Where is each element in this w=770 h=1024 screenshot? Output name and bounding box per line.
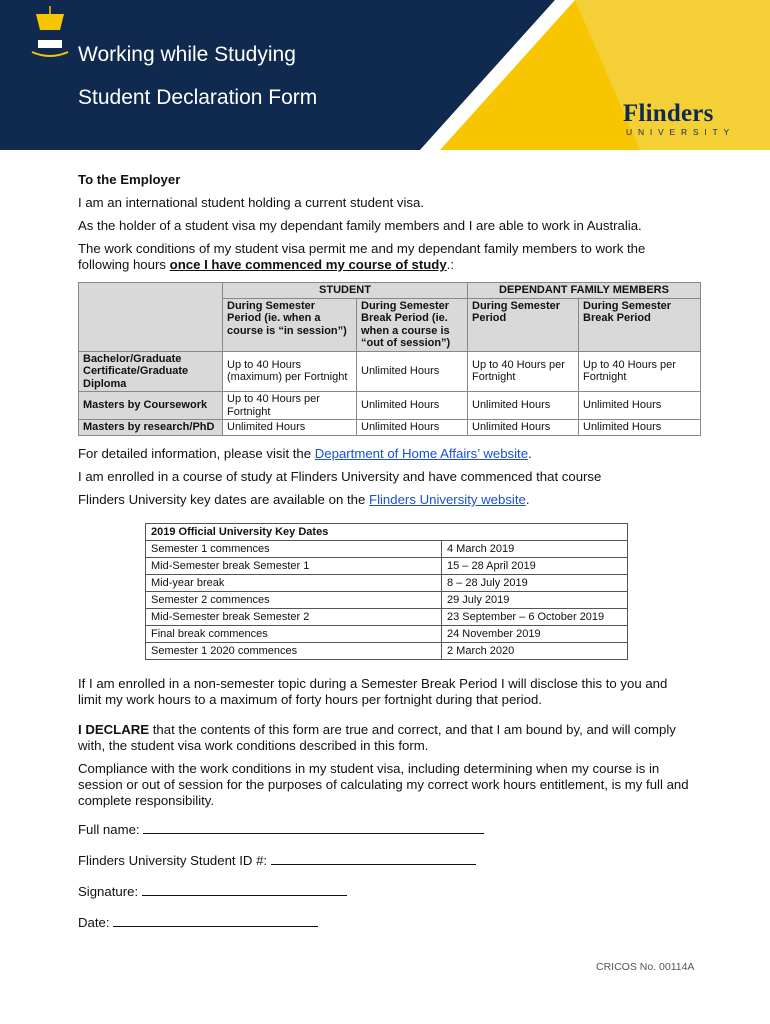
date-label: Date:	[78, 915, 110, 930]
logo-subtitle: UNIVERSITY	[626, 127, 736, 137]
col-header-dep-semester: During Semester Period	[468, 298, 579, 351]
table-row	[146, 558, 628, 575]
date-cell: 8 – 28 July 2019	[442, 575, 628, 592]
declare-text: that the contents of this form are true and correct, and that I am bound by, and will comply with, the student visa work conditions described in this form.	[78, 722, 676, 753]
event-cell: Semester 2 commences	[146, 592, 442, 609]
details-end: .	[528, 446, 532, 461]
date-field[interactable]	[113, 914, 318, 927]
table-cell: Unlimited Hours	[468, 392, 579, 420]
info-section	[78, 446, 693, 515]
paragraph-compliance: Compliance with the work conditions in my student visa, including determining when my course is in session or out of session for the purposes of calculating my correct work hours entitlement, is my full and complete responsibility.	[78, 761, 689, 808]
table-row	[146, 609, 628, 626]
table-cell: Up to 40 Hours per Fortnight	[468, 351, 579, 392]
paragraph-enrolled: I am enrolled in a course of study at Flinders University and have commenced that course	[78, 469, 602, 484]
full-name-label: Full name:	[78, 822, 140, 837]
date-cell: 24 November 2019	[442, 626, 628, 643]
paragraph-declare	[78, 722, 693, 754]
table-cell: Unlimited Hours	[579, 420, 701, 436]
table-title-row	[146, 524, 628, 541]
student-id-label: Flinders University Student ID #:	[78, 853, 268, 868]
event-cell: Semester 1 2020 commences	[146, 643, 442, 660]
keydates-end: .	[525, 492, 530, 507]
signature-row	[78, 883, 347, 899]
logo-wordmark: Flinders	[623, 100, 714, 127]
intro-section	[78, 172, 690, 280]
signature-field[interactable]	[142, 883, 347, 896]
conditions-end: .:	[446, 257, 454, 272]
table-row	[79, 392, 701, 420]
table-group-row	[79, 283, 701, 299]
date-cell: 29 July 2019	[442, 592, 628, 609]
row-label: Bachelor/Graduate Certificate/Graduate Diploma	[79, 351, 223, 392]
table-row	[146, 626, 628, 643]
table-cell: Up to 40 Hours per Fortnight	[579, 351, 701, 392]
col-header-dep-break: During Semester Break Period	[579, 298, 701, 351]
paragraph-holder: As the holder of a student visa my dependant family members and I are able to work in Australia.	[78, 218, 642, 233]
table-cell: Unlimited Hours	[223, 420, 357, 436]
table-cell: Unlimited Hours	[357, 351, 468, 392]
group-dependant: DEPENDANT FAMILY MEMBERS	[468, 283, 701, 299]
date-cell: 2 March 2020	[442, 643, 628, 660]
table-cell: Unlimited Hours	[579, 392, 701, 420]
table-row	[146, 643, 628, 660]
row-label: Masters by research/PhD	[79, 420, 223, 436]
col-header-break: During Semester Break Period (ie. when a course is “out of session”)	[357, 298, 468, 351]
conditions-emphasis: once I have commenced my course of study	[169, 257, 447, 272]
declaration-section	[78, 676, 693, 816]
form-subtitle: Student Declaration Form	[78, 86, 318, 109]
group-student: STUDENT	[223, 283, 468, 299]
table-cell: Unlimited Hours	[357, 392, 468, 420]
full-name-field[interactable]	[143, 821, 484, 834]
flinders-crest-icon	[0, 0, 100, 115]
row-label: Masters by Coursework	[79, 392, 223, 420]
paragraph-non-semester: If I am enrolled in a non-semester topic during a Semester Break Period I will disclose this to you and limit my work hours to a maximum of forty hours per fortnight during that period.	[78, 676, 668, 707]
table-row	[146, 592, 628, 609]
event-cell: Semester 1 commences	[146, 541, 442, 558]
paragraph-visa: I am an international student holding a current student visa.	[78, 195, 425, 210]
event-cell: Mid-Semester break Semester 2	[146, 609, 442, 626]
table-cell: Up to 40 Hours (maximum) per Fortnight	[223, 351, 357, 392]
cricos-number: CRICOS No. 00114A	[596, 961, 695, 973]
paragraph-details	[78, 446, 693, 462]
student-id-field[interactable]	[271, 852, 476, 865]
table-cell: Unlimited Hours	[357, 420, 468, 436]
table-row	[146, 575, 628, 592]
full-name-row	[78, 821, 484, 837]
section-heading: To the Employer	[78, 172, 181, 187]
table-corner	[79, 283, 223, 352]
conditions-text: The work conditions of my student visa permit me and my dependant family members to work the following hours	[78, 241, 646, 272]
header-banner	[0, 0, 770, 150]
date-cell: 23 September – 6 October 2019	[442, 609, 628, 626]
event-cell: Final break commences	[146, 626, 442, 643]
table-row	[79, 351, 701, 392]
home-affairs-link[interactable]: Department of Home Affairs’ website	[314, 446, 529, 461]
declare-label: I DECLARE	[78, 722, 150, 737]
table-row	[79, 420, 701, 436]
table-cell: Unlimited Hours	[468, 420, 579, 436]
date-cell: 4 March 2019	[442, 541, 628, 558]
key-dates-title: 2019 Official University Key Dates	[146, 524, 628, 541]
event-cell: Mid-year break	[146, 575, 442, 592]
date-row	[78, 914, 318, 930]
signature-label: Signature:	[78, 884, 139, 899]
student-id-row	[78, 852, 476, 868]
form-title: Working while Studying	[78, 43, 296, 66]
key-dates-table	[145, 523, 628, 660]
keydates-text: Flinders University key dates are available on the	[78, 492, 370, 507]
col-header-semester: During Semester Period (ie. when a course is “in session”)	[223, 298, 357, 351]
table-row	[146, 541, 628, 558]
event-cell: Mid-Semester break Semester 1	[146, 558, 442, 575]
paragraph-conditions	[78, 241, 690, 273]
flinders-website-link[interactable]: Flinders University website	[369, 492, 526, 507]
table-cell: Up to 40 Hours per Fortnight	[223, 392, 357, 420]
details-text: For detailed information, please visit the	[78, 446, 315, 461]
paragraph-keydates	[78, 492, 693, 508]
work-hours-table	[78, 282, 701, 436]
date-cell: 15 – 28 April 2019	[442, 558, 628, 575]
